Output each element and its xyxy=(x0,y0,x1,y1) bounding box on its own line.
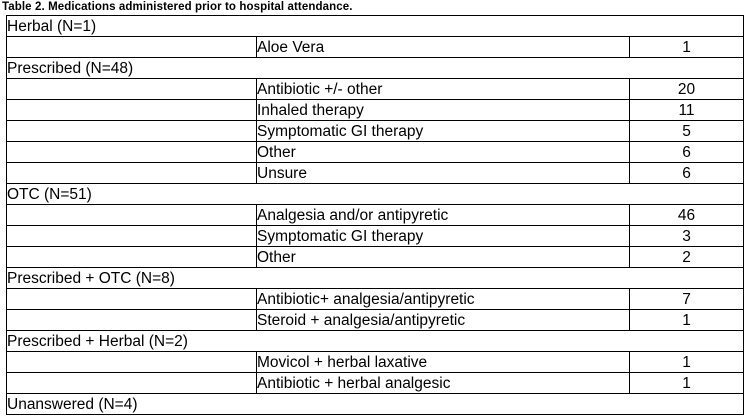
table-row xyxy=(7,373,744,394)
blank-cell xyxy=(7,142,257,163)
medication-name: Symptomatic GI therapy xyxy=(257,226,630,247)
table-row xyxy=(7,310,744,331)
medication-name: Antibiotic + herbal analgesic xyxy=(257,373,630,394)
medications-table-body xyxy=(7,16,744,415)
medication-name: Analgesia and/or antipyretic xyxy=(257,205,630,226)
medication-name: Steroid + analgesia/antipyretic xyxy=(257,310,630,331)
table-row xyxy=(7,226,744,247)
table-caption: Table 2. Medications administered prior to hospital attendance. xyxy=(2,1,353,13)
table-row xyxy=(7,121,744,142)
group-row xyxy=(7,58,744,79)
medication-count: 20 xyxy=(630,79,744,100)
medication-name: Antibiotic+ analgesia/antipyretic xyxy=(257,289,630,310)
medication-count: 6 xyxy=(630,142,744,163)
blank-cell xyxy=(7,226,257,247)
medication-count: 11 xyxy=(630,100,744,121)
medication-count: 1 xyxy=(630,37,744,58)
group-row xyxy=(7,16,744,37)
medications-table xyxy=(6,15,744,415)
medication-name: Aloe Vera xyxy=(257,37,630,58)
medication-count: 3 xyxy=(630,226,744,247)
table-row xyxy=(7,289,744,310)
medication-count: 1 xyxy=(630,310,744,331)
blank-cell xyxy=(7,352,257,373)
group-label: OTC (N=51) xyxy=(7,184,744,205)
group-row xyxy=(7,394,744,415)
table-row xyxy=(7,205,744,226)
group-label: Prescribed (N=48) xyxy=(7,58,744,79)
blank-cell xyxy=(7,100,257,121)
medication-name: Symptomatic GI therapy xyxy=(257,121,630,142)
medication-name: Unsure xyxy=(257,163,630,184)
medication-count: 2 xyxy=(630,247,744,268)
medication-count: 46 xyxy=(630,205,744,226)
blank-cell xyxy=(7,289,257,310)
group-label: Prescribed + OTC (N=8) xyxy=(7,268,744,289)
table-row xyxy=(7,37,744,58)
blank-cell xyxy=(7,247,257,268)
group-row xyxy=(7,184,744,205)
table-row xyxy=(7,100,744,121)
blank-cell xyxy=(7,310,257,331)
medication-name: Other xyxy=(257,142,630,163)
group-row xyxy=(7,331,744,352)
medication-count: 1 xyxy=(630,352,744,373)
group-row xyxy=(7,268,744,289)
blank-cell xyxy=(7,37,257,58)
blank-cell xyxy=(7,163,257,184)
blank-cell xyxy=(7,373,257,394)
medication-count: 7 xyxy=(630,289,744,310)
table-row xyxy=(7,142,744,163)
blank-cell xyxy=(7,205,257,226)
table-row xyxy=(7,79,744,100)
medication-name: Inhaled therapy xyxy=(257,100,630,121)
blank-cell xyxy=(7,121,257,142)
medication-count: 5 xyxy=(630,121,744,142)
group-label: Herbal (N=1) xyxy=(7,16,744,37)
group-label: Unanswered (N=4) xyxy=(7,394,744,415)
blank-cell xyxy=(7,79,257,100)
medication-name: Movicol + herbal laxative xyxy=(257,352,630,373)
table-row xyxy=(7,352,744,373)
medication-name: Antibiotic +/- other xyxy=(257,79,630,100)
medication-count: 1 xyxy=(630,373,744,394)
medication-count: 6 xyxy=(630,163,744,184)
group-label: Prescribed + Herbal (N=2) xyxy=(7,331,744,352)
table-row xyxy=(7,163,744,184)
medication-name: Other xyxy=(257,247,630,268)
table-row xyxy=(7,247,744,268)
